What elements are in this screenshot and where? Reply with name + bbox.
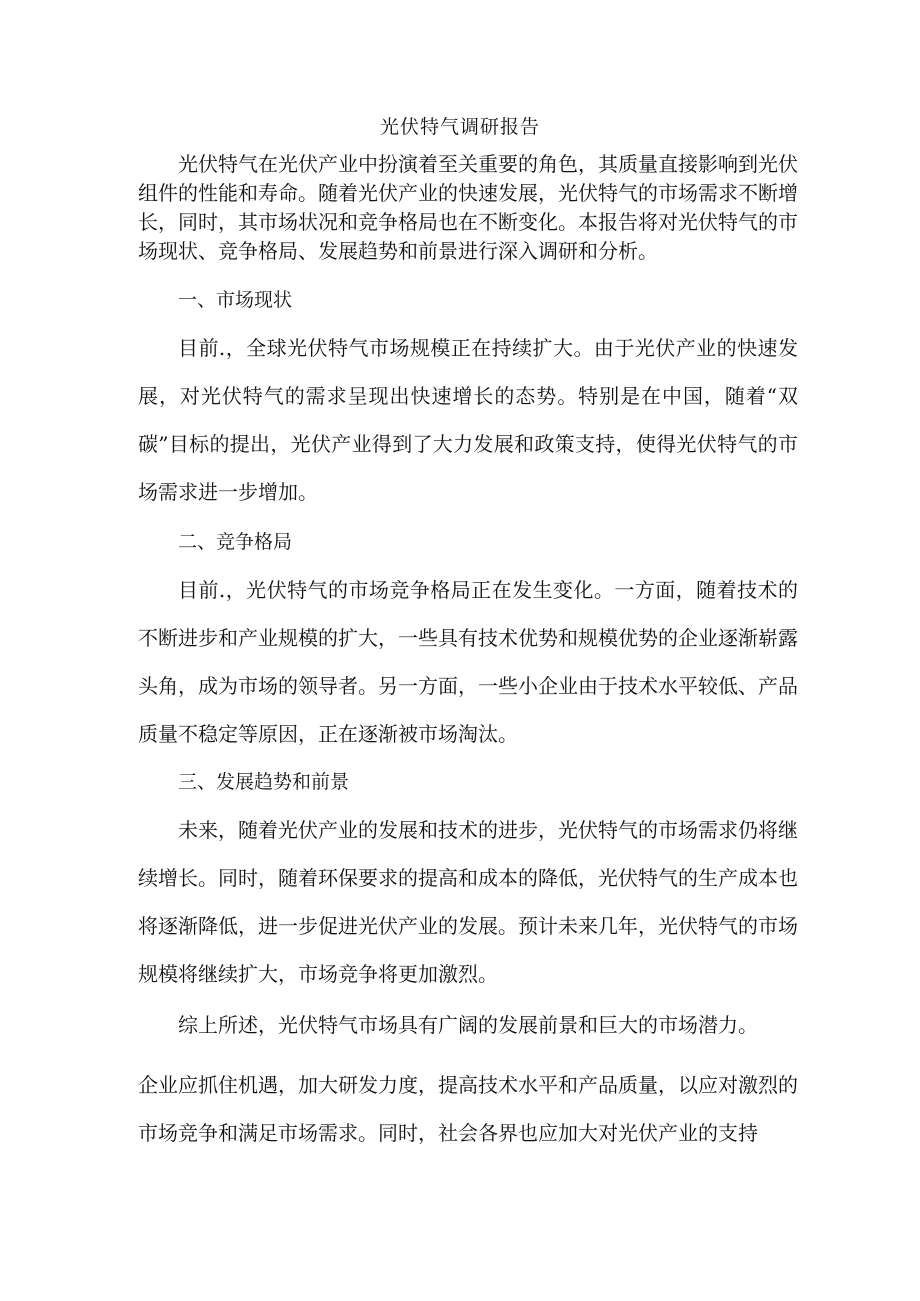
section-body-trends: 未来，随着光伏产业的发展和技术的进步，光伏特气的市场需求仍将继续增长。同时，随着环保要求的提高和成本的降低，光伏特气的生产成本也将逐渐降低，进一步促进光伏产业的发展。预计未来几年，光伏特气的市场规模将继续扩大，市场竞争将更加激烈。 xyxy=(138,818,798,986)
closing-paragraph: 企业应抓住机遇，加大研发力度，提高技术水平和产品质量，以应对激烈的市场竞争和满足市场需求。同时，社会各界也应加大对光伏产业的支持 xyxy=(138,1073,798,1145)
section-body-market-status: 目前.，全球光伏特气市场规模正在持续扩大。由于光伏产业的快速发展，对光伏特气的需求呈现出快速增长的态势。特别是在中国，随着“双碳”目标的提出，光伏产业得到了大力发展和政策支持，使得光伏特气的市场需求进一步增加。 xyxy=(138,336,798,504)
section-heading-competition: 二、竞争格局 xyxy=(178,531,293,553)
section-body-competition: 目前.，光伏特气的市场竞争格局正在发生变化。一方面，随着技术的不断进步和产业规模的扩大，一些具有技术优势和规模优势的企业逐渐崭露头角，成为市场的领导者。另一方面，一些小企业由于技术水平较低、产品质量不稳定等原因，正在逐渐被市场淘汰。 xyxy=(138,578,798,746)
section-heading-market-status: 一、市场现状 xyxy=(178,289,293,311)
intro-paragraph: 光伏特气在光伏产业中扮演着至关重要的角色，其质量直接影响到光伏组件的性能和寿命。随着光伏产业的快速发展，光伏特气的市场需求不断增长，同时，其市场状况和竞争格局也在不断变化。本报告将对光伏特气的市场现状、竞争格局、发展趋势和前景进行深入调研和分析。 xyxy=(138,152,798,263)
section-heading-trends: 三、发展趋势和前景 xyxy=(178,771,350,793)
summary-paragraph: 综上所述，光伏特气市场具有广阔的发展前景和巨大的市场潜力。 xyxy=(178,1013,758,1037)
document-title: 光伏特气调研报告 xyxy=(379,116,540,138)
